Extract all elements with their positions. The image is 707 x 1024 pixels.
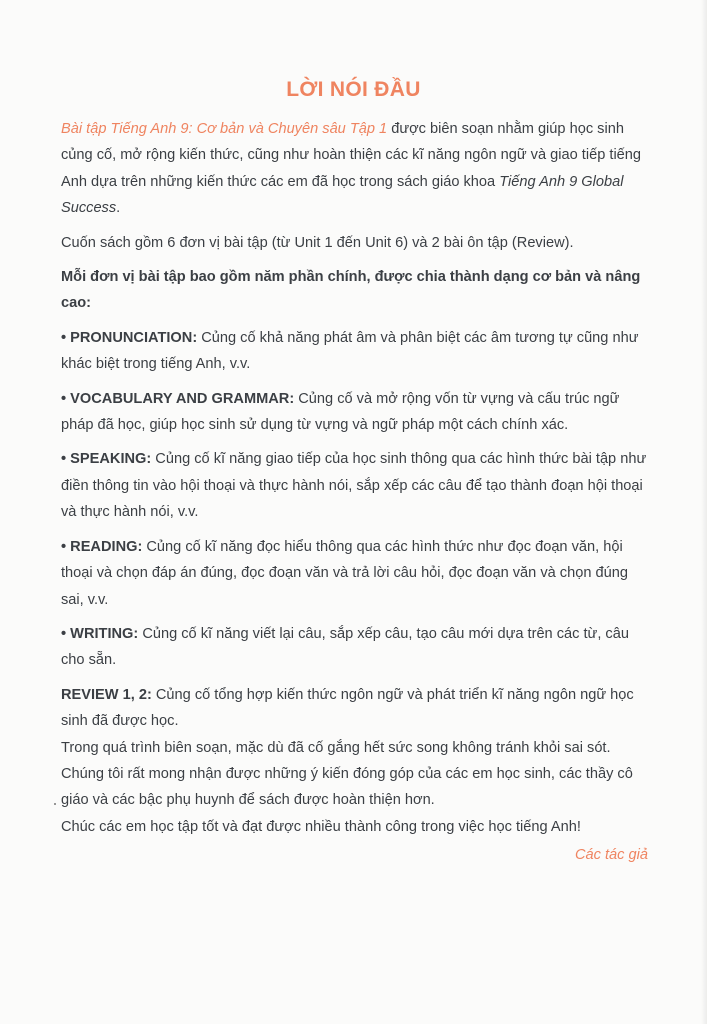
section-text: Củng cố kĩ năng viết lại câu, sắp xếp câu, tạo câu mới dựa trên các từ, câu cho sẵn.: [61, 625, 629, 669]
book-title: Bài tập Tiếng Anh 9: Cơ bản và Chuyên sâu Tập 1: [61, 121, 388, 137]
intro-text-1: được biên soạn nhằm giúp học sinh củng cố, mở rộng kiến thức, cũng như hoàn thiện các kĩ năng ngôn ngữ và giao tiếp tiếng Anh dựa trên những kiến thức các em đã học trong sách giáo khoa: [61, 121, 642, 190]
section-label: • SPEAKING:: [61, 451, 152, 468]
preface-body: [61, 116, 651, 869]
page-edge-shadow: [701, 0, 707, 1024]
section-label: • READING:: [61, 538, 143, 555]
print-speck: [54, 803, 56, 805]
review-text: Củng cố tổng hợp kiến thức ngôn ngữ và phát triển kĩ năng ngôn ngữ học sinh đã được học.: [61, 686, 634, 730]
section-text: Củng cố và mở rộng vốn từ vựng và cấu trúc ngữ pháp đã học, giúp học sinh sử dụng từ vựng và ngữ pháp một cách chính xác.: [61, 390, 620, 434]
authors-signature: Các tác giả: [574, 847, 648, 864]
section-writing: [61, 621, 651, 674]
units-paragraph: Cuốn sách gồm 6 đơn vị bài tập (từ Unit 1 đến Unit 6) và 2 bài ôn tập (Review).: [61, 234, 574, 251]
closing-wish: Chúc các em học tập tốt và đạt được nhiều thành công trong việc học tiếng Anh!: [61, 818, 581, 835]
section-text: Củng cố kĩ năng đọc hiểu thông qua các hình thức như đọc đoạn văn, hội thoại và chọn đáp án đúng, đọc đoạn văn và trả lời câu hỏi, đọc đoạn văn và chọn đúng sai, v.v.: [61, 538, 628, 608]
section-pronunciation: [61, 325, 651, 378]
section-vocabulary-grammar: [61, 386, 651, 439]
section-review: [61, 682, 651, 735]
section-text: Củng cố khả năng phát âm và phân biệt các âm tương tự cũng như khác biệt trong tiếng Anh, v.v.: [61, 329, 639, 373]
structure-heading: [61, 264, 651, 317]
section-label: • VOCABULARY AND GRAMMAR:: [61, 390, 295, 407]
section-reading: [61, 534, 651, 613]
section-label: • PRONUNCIATION:: [61, 329, 198, 346]
section-text: Củng cố kĩ năng giao tiếp của học sinh thông qua các hình thức bài tập như điền thông tin vào hội thoại và thực hành nói, sắp xếp các câu để tạo thành đoạn hội thoại và thực hành nói, v.v.: [61, 451, 647, 521]
textbook-title: Tiếng Anh 9 Global Success: [61, 173, 624, 217]
structure-heading-text: Mỗi đơn vị bài tập bao gồm năm phần chính, được chia thành dạng cơ bản và nâng cao:: [61, 269, 641, 312]
section-label: • WRITING:: [61, 625, 139, 642]
closing-paragraph: Trong quá trình biên soạn, mặc dù đã cố gắng hết sức song không tránh khỏi sai sót. Chúng tôi rất mong nhận được những ý kiến đóng góp của các em học sinh, các thầy cô giáo và các bậc phụ huynh để sách được hoàn thiện hơn.: [61, 739, 633, 809]
intro-text-2: .: [116, 200, 121, 217]
intro-paragraph: [61, 116, 651, 222]
section-speaking: [61, 446, 651, 525]
review-label: REVIEW 1, 2:: [61, 686, 152, 703]
page-title: LỜI NÓI ĐẦU: [286, 78, 421, 101]
